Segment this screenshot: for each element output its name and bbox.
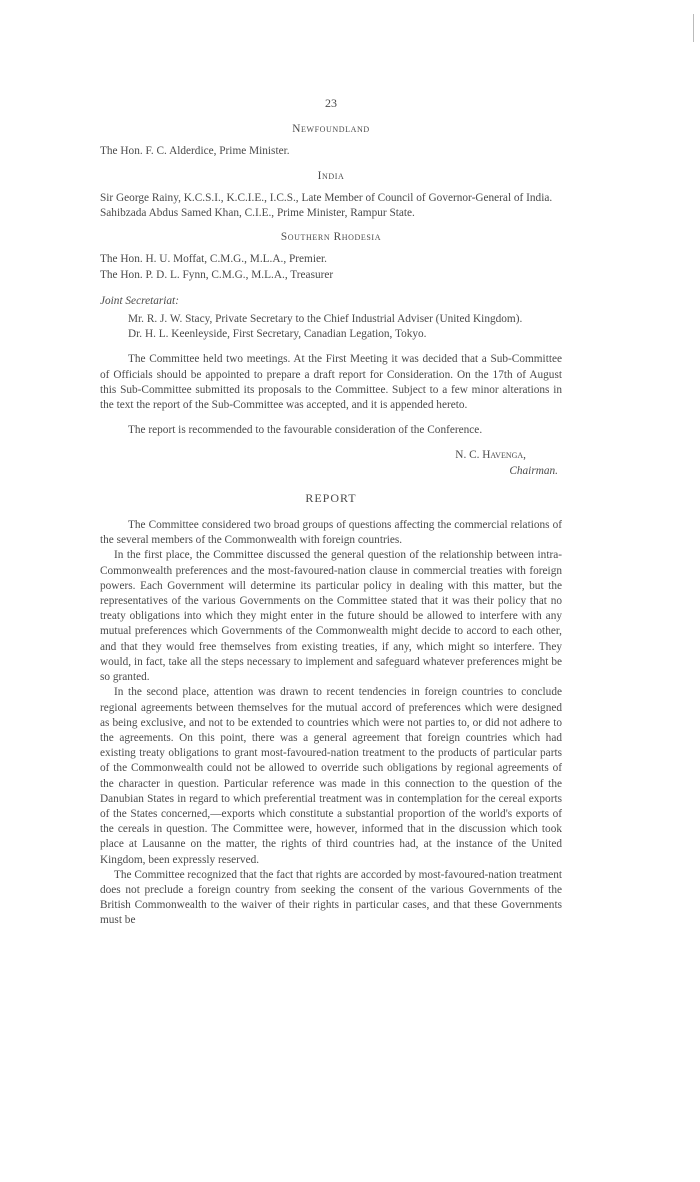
member-line: The Hon. P. D. L. Fynn, C.M.G., M.L.A., Treasurer <box>100 268 334 281</box>
member-line: Sir George Rainy, K.C.S.I., K.C.I.E., I.C.S., Late Member of Council of Governor-General of India. <box>100 191 553 204</box>
page-number: 23 <box>325 96 337 110</box>
report-paragraph: In the first place, the Committee discussed the general question of the relationship between intra-Commonwealth preferences and the most-favoured-nation clause in commercial treaties with foreign powers. Each Government will determine its particular policy in dealing with this matter, but the representatives of the various Governments on the Committee stated that it was their policy that no treaty obligations into which they might enter in the future should be allowed to interfere with any mutual preferences which Governments of the Commonwealth might decide to accord to each other, and that they would free themselves from existing treaties, if any, which might so interfere. They would, in fact, take all the steps necessary to implement and safeguard whatever preferences might be so granted. <box>100 549 562 684</box>
signature-block <box>100 448 562 478</box>
member-line: The Hon. F. C. Alderdice, Prime Minister. <box>100 145 290 158</box>
report-paragraph: The Committee considered two broad groups of questions affecting the commercial relations of the several members of the Commonwealth with foreign countries. <box>100 519 562 547</box>
section-heading-southern-rhodesia: Southern Rhodesia <box>280 231 382 244</box>
intro-paragraph: The report is recommended to the favourable consideration of the Conference. <box>128 424 483 437</box>
signatory-name: N. C. Havenga, <box>455 449 526 462</box>
joint-secretariat-members <box>100 312 562 342</box>
report-paragraph: In the second place, attention was drawn to recent tendencies in foreign countries to conclude regional agreements between themselves for the mutual accord of preferences which were designed as being exclusive, and not to be extended to countries which were not parties to, or did not adhere to the agreements. On this point, there was a general agreement that foreign countries which had existing treaty obligations to grant most-favoured-nation treatment to the products of particular parts of the Commonwealth could not be allowed to override such obligations by regional agreements of the character in question. Particular reference was made in this connection to the question of the Danubian States in regard to which preferential treatment was in contemplation for the cereal exports of the States concerned,—exports which constitute a substantial proportion of the world's exports of the cereals in question. The Committee were, however, informed that in the discussion which took place at Lausanne on the matter, the rights of third countries had, at the instance of the United Kingdom, been expressly reserved. <box>100 686 562 866</box>
signatory-role: Chairman. <box>509 464 558 477</box>
member-line: Sahibzada Abdus Samed Khan, C.I.E., Prime Minister, Rampur State. <box>100 207 415 220</box>
section-heading-india: India <box>317 169 345 182</box>
report-heading: REPORT <box>305 490 357 505</box>
intro-paragraph: The Committee held two meetings. At the First Meeting it was decided that a Sub-Committee of Officials should be appointed to prepare a draft report for Consideration. On the 17th of August this Sub-Committee submitted its proposals to the Committee. Subject to a few minor alterations in the text the report of the Sub-Committee was accepted, and it is appended hereto. <box>100 353 562 412</box>
joint-secretariat-label: Joint Secretariat: <box>100 294 179 307</box>
section-heading-newfoundland: Newfoundland <box>292 123 370 136</box>
member-line: The Hon. H. U. Moffat, C.M.G., M.L.A., Premier. <box>100 253 327 266</box>
secretariat-member: Mr. R. J. W. Stacy, Private Secretary to the Chief Industrial Adviser (United Kingdom). <box>128 313 523 326</box>
secretariat-member: Dr. H. L. Keenleyside, First Secretary, Canadian Legation, Tokyo. <box>128 328 427 341</box>
document-page <box>100 96 562 929</box>
report-paragraph: The Committee recognized that the fact that rights are accorded by most-favoured-nation treatment does not preclude a foreign country from seeking the consent of the various Governments of the British Commonwealth to the waiver of their rights in particular cases, and that these Governments must be <box>100 868 562 927</box>
page-edge <box>693 14 700 42</box>
